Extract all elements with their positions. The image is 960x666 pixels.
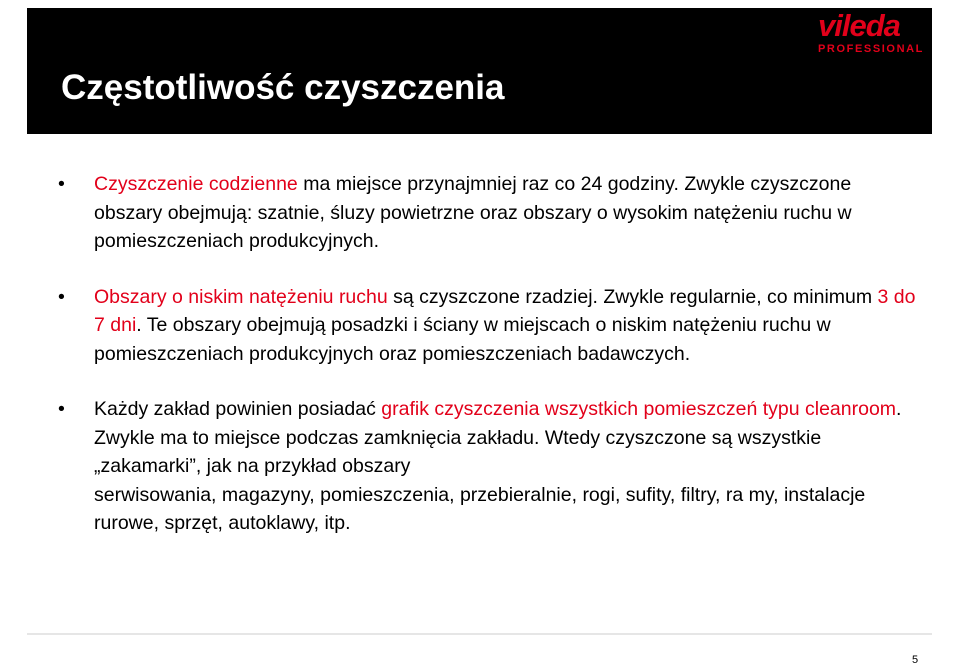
highlight-interval: 3 do 7 dni [94, 285, 916, 336]
bullet-daily-cleaning [58, 170, 918, 256]
vileda-logo [818, 10, 924, 58]
logo-subtitle: PROFESSIONAL [818, 43, 924, 55]
bullet-text: . Te obszary obejmują posadzki i ściany w miejscach o niskim natężeniu ruchu w pomieszczeniach produkcyjnych oraz pomieszczeniach badawczych. [94, 314, 831, 365]
page-number: 5 [912, 654, 919, 666]
bullet-text: ma miejsce przynajmniej raz co 24 godziny. Zwykle czyszczone obszary obejmują: szatnie, śluzy powietrzne oraz obszary o wysokim natężeniu ruchu w pomieszczeniach produkcyjnych. [94, 173, 852, 252]
bullet-text: Każdy zakład powinien posiadać [94, 398, 382, 420]
bullet-dot: • [58, 173, 65, 195]
bullet-dot: • [58, 398, 65, 420]
footer-divider [27, 633, 932, 635]
bullet-dot: • [58, 285, 65, 308]
highlight-daily-cleaning: Czyszczenie codzienne [94, 173, 298, 195]
page-title: Częstotliwość czyszczenia [61, 68, 505, 107]
bullet-low-traffic-areas [58, 283, 918, 369]
logo-brand: vileda [818, 8, 900, 43]
bullet-text: są czyszczone rzadziej. Zwykle regularnie, co minimum [387, 285, 878, 308]
bullet-text: . Zwykle ma to miejsce podczas zamknięcia zakładu. Wtedy czyszczone są wszystkie „zakamarki”, jak na przykład obszary [94, 398, 902, 477]
bullet-list [58, 170, 918, 538]
bullet-text: serwisowania, magazyny, pomieszczenia, przebieralnie, rogi, sufity, filtry, ra my, instalacje rurowe, sprzęt, autoklawy, itp. [94, 483, 866, 534]
bullet-cleaning-schedule [58, 395, 918, 538]
highlight-cleaning-schedule: grafik czyszczenia wszystkich pomieszczeń typu cleanroom [381, 398, 897, 420]
highlight-low-traffic: Obszary o niskim natężeniu ruchu [94, 285, 388, 308]
title-bar [27, 8, 932, 134]
